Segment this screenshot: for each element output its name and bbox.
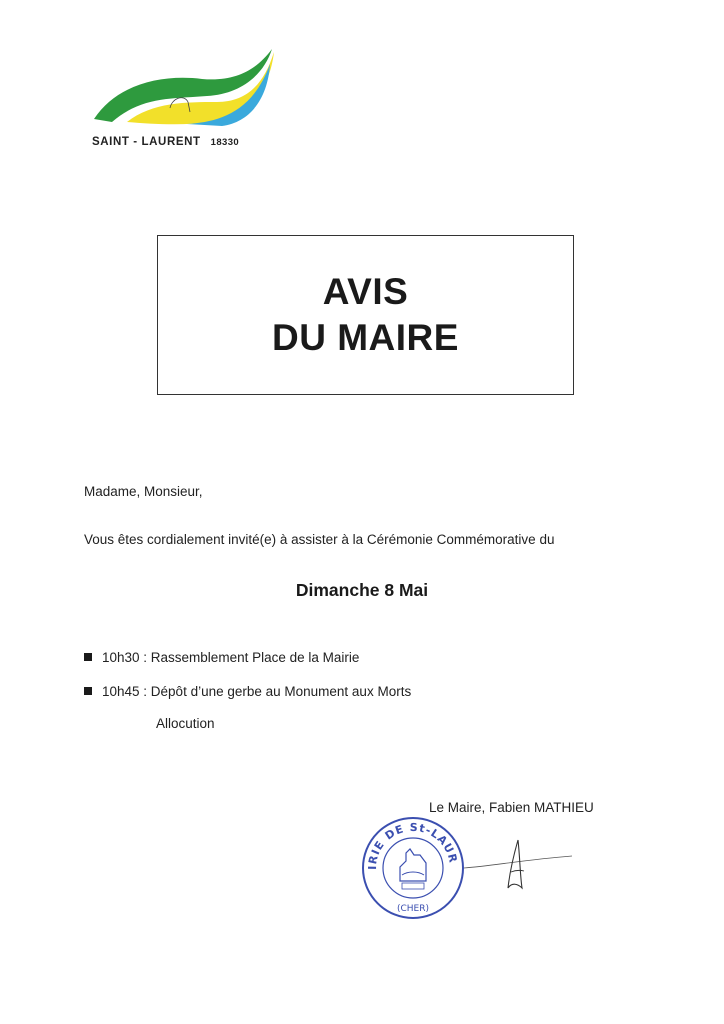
svg-text:MAIRIE DE St-LAURENT: IRIE DE St-LAUR: [365, 820, 460, 870]
signature-scribble-icon: [462, 830, 582, 900]
title-line-1: AVIS: [322, 271, 409, 312]
town-name: SAINT - LAURENT: [92, 136, 201, 148]
schedule-item-text: 10h30 : Rassemblement Place de la Mairie: [102, 650, 360, 665]
handwritten-signature: [462, 830, 582, 900]
event-date: Dimanche 8 Mai: [295, 580, 429, 600]
square-bullet-icon: [84, 653, 92, 661]
mairie-stamp: [360, 815, 466, 921]
schedule-item: [84, 650, 359, 665]
svg-text:(CHER): (CHER): [396, 904, 430, 914]
salutation: Madame, Monsieur,: [84, 484, 203, 499]
schedule-item: [84, 684, 411, 699]
schedule-item-text: 10h45 : Dépôt d’une gerbe au Monument aux Morts: [102, 684, 412, 699]
title-line-2: DU MAIRE: [272, 317, 459, 358]
postcode: 18330: [210, 137, 240, 148]
schedule-subitem: Allocution: [156, 716, 215, 731]
invitation-text: Vous êtes cordialement invité(e) à assister à la Cérémonie Commémorative du: [84, 532, 555, 547]
logo-emblem-icon: [92, 44, 282, 134]
title-box: [157, 235, 574, 395]
stamp-seal-icon: [360, 815, 466, 921]
mayor-signature-name: Le Maire, Fabien MATHIEU: [429, 800, 594, 815]
municipal-logo: [92, 44, 282, 154]
logo-town-name: [92, 136, 239, 148]
square-bullet-icon: [84, 687, 92, 695]
